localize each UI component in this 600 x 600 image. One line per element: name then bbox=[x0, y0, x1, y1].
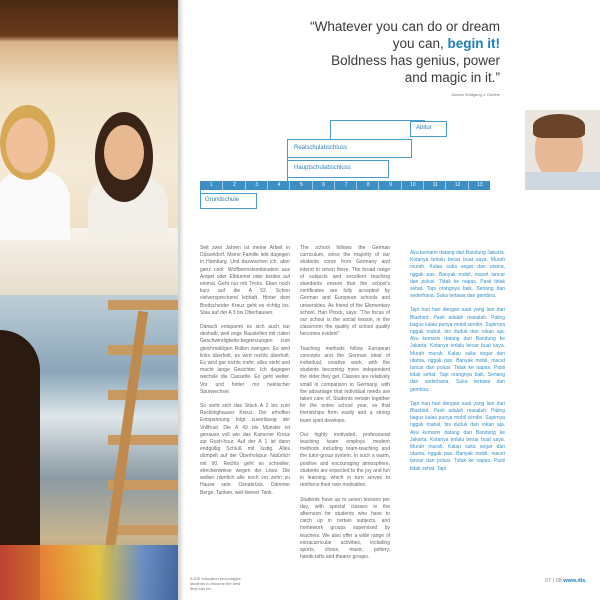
quote-line-1: “Whatever you can do or dream bbox=[310, 19, 500, 34]
grade-cell: 3 bbox=[245, 181, 268, 190]
level-realschulabschluss: Realschulabschluss bbox=[287, 139, 412, 158]
grade-cell: 10 bbox=[401, 181, 424, 190]
grade-bar bbox=[200, 181, 490, 190]
paragraph: Teaching methods follow European concepts and the German ideal of individual, creative work, with the students becoming more independent the older they get. Classes are relatively small in comparison to Germany, with the advantage that individual needs are taken care of. Students remain together for the entire school year, so that friendships form easily and a strong team spirit develops. bbox=[300, 345, 390, 424]
grade-cell: 8 bbox=[356, 181, 379, 190]
student-photo bbox=[525, 110, 600, 190]
grade-cell: 4 bbox=[267, 181, 290, 190]
level-abitur: Abitur bbox=[410, 121, 447, 137]
paragraph: Danach entspannt es sich auch nur deshalb, weil enge Baustellen mit rüden Geschwindigkeits-begrenzungen zum gleichmäßigen Rollen zwingen. Es wird links überholt, es wird rechts überholt. Es wird gar nichts mehr, alles steht und macht lange Gesichter. Ich dagegen wechsle die Cassette. Es geht weiter. Vor und hinter mir hektischer Spurwechsel. bbox=[200, 324, 290, 395]
classroom-photo bbox=[0, 0, 178, 600]
grade-cell: 13 bbox=[468, 181, 491, 190]
grade-cell: 11 bbox=[423, 181, 446, 190]
level-hauptschulabschluss: Hauptschulabschluss bbox=[287, 160, 389, 178]
page-spine bbox=[178, 0, 184, 600]
page-footer bbox=[545, 578, 587, 584]
indonesian-text-column bbox=[410, 250, 505, 480]
paragraph: The school follows the German curriculum, since the majority of our students come from Germany and intend to return there. The broad range of subjects and excellent teaching standards ensure that the school's certificates are fully accepted by German and European schools and universities. As friend of the Elementary school, Hari Pitock, says: “The focus of our school is the social lesson, in the classroom the quality of school quality becomes evident”. bbox=[300, 245, 390, 338]
english-text-column bbox=[300, 245, 390, 568]
paragraph: Seit zwei Jahren ist meine Arbeit in Düsseldorf. Meine Familie lebt dagegen in Hamburg. Und dazwischen ich, aber ganz cool: Wolfbremskombination aus Ampel oder Elbtunnel oder beides auf einmal. Geht nur mit Tricks. Eben noch kurz auf die A 52. Schon vielversprechend lebhaft. Hinter dem Breitscheider Kreuz geht es richtig los. Stau auf der A 3 bis Oberhausen. bbox=[200, 245, 290, 316]
paragraph: Students have up to seven lessons per day, with special classes in the afternoon for students who have to catch up in certain subjects, and homework groups supervised by teachers. We also offer a wide range of extracurricular activities, including sports, chess, music, pottery, handicrafts and theatre groups. bbox=[300, 496, 390, 561]
paragraph: Tapi hari hari dengan saat yang lain dari Bluebird. Pasti adalah masalah. Paling bagus kalau punya mobil sendiri. Supirnya nggak mahal, bis duduk dan rokan aja. Aku kemarin datang dari Bandung ke Jakarta. Kotanya terlalu besar buat saya. Murah murah. Kalau suka segar dan utama, nggak pas. Banyak mobil, macet lancar dan polusi. Tidak ke napas. Pasti tidak sehat. Tapi bbox=[410, 400, 505, 472]
grade-cell: 1 bbox=[209, 182, 213, 188]
grade-cell: 6 bbox=[312, 181, 335, 190]
website-link[interactable]: www.dis. bbox=[563, 578, 587, 584]
quote-author: Johann Wolfgang v. Goethe bbox=[450, 92, 500, 97]
quote-line-2: you can, begin it! bbox=[392, 36, 500, 51]
page-numbers: 07 | 08 bbox=[545, 578, 562, 584]
grade-cell: 5 bbox=[289, 181, 312, 190]
quote-line-4: and magic in it.” bbox=[404, 70, 500, 85]
grade-cell: 12 bbox=[445, 181, 468, 190]
goethe-quote bbox=[270, 18, 500, 86]
paragraph: Aku kemarin datang dari Bandung Jakarta. Kotanya terlalu besar buat saya. Murah murah. Kalau suka segar dan utama, nggak pas. Banyak mobil, macet lancar dan polusi. Tidak ke napas. Pasti tidak sehat. Tapi orangnya baik. Senang dan sederhana. Suka tertawa dan gembira. bbox=[410, 250, 505, 300]
paragraph: Our highly motivated, professional teaching team employs modern methods including team-teaching and the tutor-group system. In such a warm, positive and encouraging atmosphere, students are expected to the joy and fun in learning, which in turn serves to reinforce their own motivation. bbox=[300, 431, 390, 489]
quote-highlight: begin it! bbox=[447, 36, 500, 51]
paragraph: So sieht sich das Stück A 2 bis zum Recklinghauser Kreuz. Der erhoffen Entspannung folgt zuverlässig der Vollfrust. Die A 43 bis Münster ist genauso voll wie das Kamener Kreuz zur Rush-hour. Auf der A 1 ist dann endgültig Schluß mit lustig. Alles dümpelt auf der Überholspur. Natürlich mit 90. Rechts geht es schneller, streckenweise wegen der Lkws. Die wollen nämlich alle noch vor zehn zu Hause sein. Osnabrück. Dämmer Berge. Tanken, weil kleiner Tank. bbox=[200, 403, 290, 496]
grade-cell: 9 bbox=[378, 181, 401, 190]
german-text-column bbox=[200, 245, 290, 504]
quote-line-3: Boldness has genius, power bbox=[331, 53, 500, 68]
level-grundschule: Grundschule bbox=[200, 193, 257, 209]
photo-caption: A DIS education encourages students to become the best they can be. bbox=[190, 576, 241, 591]
grade-cell: 2 bbox=[222, 181, 245, 190]
grade-cell: 7 bbox=[334, 181, 357, 190]
paragraph: Tapi hari hari dengan saat yang lain dari Bluebird. Pasti adalah masalah. Paling bagus kalau punya mobil sendiri. Supirnya nggak mahal, bis duduk dan rokan aja. Aku kemarin datang dari Bandung ke Jakarta. Kotanya terlalu besar buat saya. Murah murah. Kalau suka segar dan utama, nggak pas. Banyak mobil, macet lancar dan polusi. Tidak ke napas. Pasti tidak sehat. Tapi orangnya baik. Senang dan sederhana. Suka tertawa dan gembira. bbox=[410, 307, 505, 393]
